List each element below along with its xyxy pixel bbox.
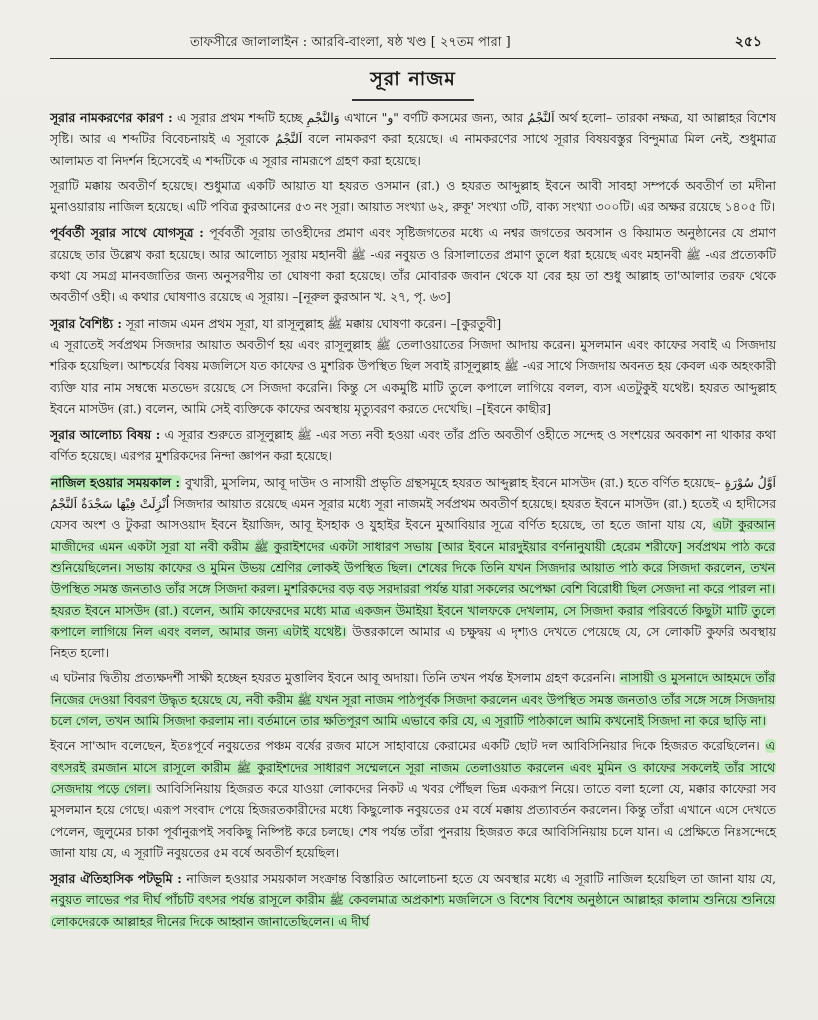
section-ibn-saad <box>50 736 776 864</box>
paragraph-text: সূরাটি মক্কায় অবতীর্ণ হয়েছে। শুধুমাত্র একটি আয়াত যা হযরত ওসমান (রা.) ও হযরত আব্দুল্লাহ ইবনে আবী সাবহা সম্পর্কে অবতীর্ণ তা মদীনা মুনাওয়ারায় নাজিল হয়েছে। এটি পবিত্র কুরআনের ৫৩ নং সূরা। আয়াত সংখ্যা ৬২, রুকূ' সংখ্যা ৩টি, বাক্য সংখ্যা ৩০০টি। এর অক্ষর রয়েছে ১৪০৫ টি। <box>50 178 776 215</box>
paragraph-text: আবিসিনিয়ায় হিজরত করে যাওয়া লোকদের নিকট এ খবর পৌঁছল ভিন্ন একরূপ নিয়ে। তাতে বলা হলো যে, মক্কার কাফেরা সব মুসলমান হয়ে গেছে। এরূপ সংবাদ পেয়ে হিজরতকারীদের মধ্যে কিছুলোক নবুয়তের ৫ম বর্ষে মক্কায় প্রত্যাবর্তন করলেন। কিন্তু তাঁরা এখানে এসে দেখতে পেলেন, জুলুমের চাকা পূর্বানুরূপই সবকিছু নিষ্পিষ্ট করে চলছে। শেষ পর্যন্ত তাঁরা পুনরায় হিজরত করে আবিসিনিয়ায় চলে যান। এ প্রেক্ষিতে নিঃসন্দেহে জানা যায় যে, এ সূরাটি নবুয়তের ৫ম বর্ষে অবতীর্ণ হয়েছিল। <box>50 781 776 860</box>
section-heading: সূরার আলোচ্য বিষয় : <box>50 427 161 443</box>
section-subject-matter <box>50 424 776 468</box>
section-heading: পূর্ববর্তী সূরার সাথে যোগসূত্র : <box>50 225 204 241</box>
paragraph <box>50 107 776 172</box>
paragraph-text: এ সূরার প্রথম শব্দটি হচ্ছে وَالنَّجْمِ এখানে "و" বর্ণটি কসমের জন্য, আর اَلنَّجْمُ অর্থ হলো– তারকা নক্ষত্র, যা আল্লাহর বিশেষ সৃষ্টি। আর এ শব্দটির বিবেচনায়ই এ সূরাকে اَلنَّجْمُ বলে নামকরণ করা হয়েছে। এ নামকরণের সাথে সূরার বিষয়বস্তুর বিন্দুমাত্র মিল নেই, শুধুমাত্র আলামত বা নিদর্শন হিসেবেই এ শব্দটিকে এ সূরার নামরূপে গ্রহণ করা হয়েছে। <box>50 111 776 168</box>
highlighted-text: নবুয়ত লাভের পর দীর্ঘ পাঁচটি বৎসর পর্যন্ত রাসূলে কারীম ﷺ কেবলমাত্র অপ্রকাশ্য মজলিসে ও বিশেষ বিশেষ অনুষ্ঠানে আল্লাহর কালাম শুনিয়ে শুনিয়ে লোকদেরকে আল্লাহর দীনের দিকে আহ্বান জানাতেছিলেন। এ দীর্ঘ <box>51 893 776 929</box>
section-heading: সূরার বৈশিষ্ট্য : <box>50 315 122 331</box>
paragraph <box>50 424 776 468</box>
paragraph <box>50 313 776 335</box>
highlighted-text: এ বৎসরই রমজান মাসে রাসূলে কারীম ﷺ কুরাইশদের সাধারণ সম্মেলনে সূরা নাজম তেলাওয়াত করলেন এবং মুমিন ও কাফের সকলেই তাঁর সাথে সেজদায় পড়ে গেল। <box>51 739 775 796</box>
section-second-witness <box>50 668 776 732</box>
section-connection-previous <box>50 222 776 308</box>
paragraph-text: নাজিল হওয়ার সময়কাল সংক্রান্ত বিস্তারিত আলোচনা হতে যে অবস্থার মধ্যে এ সূরাটি নাজিল হয়েছিল তা জানা যায় যে, <box>186 872 776 887</box>
section-heading: সূরার নামকরণের কারণ : <box>50 110 173 125</box>
section-revelation-info <box>50 176 776 219</box>
paragraph-text: এ ঘটনার দ্বিতীয় প্রত্যক্ষদর্শী সাক্ষী হচ্ছেন হযরত মুত্তালিব ইবনে আবূ অদায়া। তিনি তখন পর্যন্ত ইসলাম গ্রহণ করেননি। <box>50 671 620 686</box>
paragraph <box>50 668 776 732</box>
section-features <box>50 313 776 420</box>
paragraph-text: পূর্ববর্তী সূরায় তাওহীদের প্রমাণ এবং সৃষ্টিজগতের মধ্যে এ নশ্বর জগতের অবসান ও কিয়ামত অনুষ্ঠানের যে প্রমাণ রয়েছে তার উল্লেখ করা হয়েছে। আর আলোচ্য সূরায় মহানবী ﷺ -এর নবুয়ত ও রিসালাতের প্রমাণ তুলে ধরা হয়েছে এবং মহানবী ﷺ -এর প্রত্যেকটি কথা যে সমগ্র মানবজাতির জন্য অনুসরণীয় তা ঘোষণা করা হয়েছে। তাঁর মোবারক জবান থেকে যা বের হয় তা শুধু আল্লাহ তা'আলার তরফ থেকে অবতীর্ণ ওহী। এ কথার ঘোষণাও রয়েছে এ সূরায়। –[নূরুল কুরআন খ. ২৭, পৃ. ৬৩] <box>50 226 776 305</box>
paragraph <box>50 176 776 219</box>
running-header <box>50 30 776 59</box>
section-heading: নাজিল হওয়ার সময়কাল : <box>51 474 181 490</box>
running-title: তাফসীরে জালালাইন : আরবি-বাংলা, ষষ্ঠ খণ্ড [ ২৭তম পারা ] <box>190 35 511 50</box>
paragraph <box>50 335 776 420</box>
paragraph <box>50 868 776 933</box>
surah-title-wrap <box>50 65 776 101</box>
section-historical-background <box>50 868 776 933</box>
paragraph-text: এ সূরাতেই সর্বপ্রথম সিজদার আয়াত অবতীর্ণ হয় এবং রাসূলুল্লাহ ﷺ তেলাওয়াতের সিজদা আদায় করেন। মুসলমান এবং কাফের সবাই এ সিজদায় শরিক হয়েছিল। আশ্চর্যের বিষয় মজলিসে যত কাফের ও মুশরিক উপস্থিত ছিল সবাই রাসূলুল্লাহ ﷺ -এর সাথে সিজদায় অবনত হয় কেবল এক অহংকারী ব্যক্তি যার নাম সম্বন্ধে মতভেদ রয়েছে সে সিজদা করেনি। কিন্তু সে একমুষ্টি মাটি তুলে কপালে লাগিয়ে বলল, ব্যস এতটুকুই যথেষ্ট। হযরত আব্দুল্লাহ ইবনে মাসউদ (রা.) বলেন, আমি সেই ব্যক্তিকে কাফের অবস্থায় মৃত্যুবরণ করতে দেখেছি। –[ইবনে কাছীর] <box>50 337 776 416</box>
paragraph <box>50 736 776 864</box>
paragraph-text: বুখারী, মুসলিম, আবূ দাউদ ও নাসায়ী প্রভৃতি গ্রন্থসমূহে হযরত আব্দুল্লাহ ইবনে মাসউদ (রা.) হতে বর্ণিত হয়েছে– اَوَّلُ سُوْرَةٍ اُنْزِلَتْ فِيْهَا سَجْدَةٌ اَلنَّجْمُ সিজদার আয়াত রয়েছে এমন সূরার মধ্যে সূরা নাজমই সর্বপ্রথম অবতীর্ণ হয়েছে। হযরত ইবনে মাসউদ (রা.) হতেই এ হাদীসের যেসব অংশ ও টুকরা আসওয়াদ ইবনে ইয়াজিদ, আবূ ইসহাক ও যুহাইর ইবনে মুআবিয়ার সূত্রে বর্ণিত হয়েছে, তা হতে জানা যায় যে, <box>50 475 776 533</box>
page-number: ২৫১ <box>734 34 762 50</box>
highlighted-text: এটা কুরআন মাজীদের এমন একটা সূরা যা নবী করীম ﷺ কুরাইশদের একটা সাধারণ সভায় [আর ইবনে মারদুইয়ার বর্ণনানুযায়ী হেরেম শরীফে] সর্বপ্রথম পাঠ করে শুনিয়েছিলেন। সভায় কাফের ও মুমিন উভয় শ্রেণির লোকই উপস্থিত ছিল। শেষের দিকে তিনি যখন সিজদার আয়াত পাঠ করে সিজদা করলেন, তখন উপস্থিত সমস্ত জনতাও তাঁর সঙ্গে সিজদা করল। মুশরিকদের বড় বড় সরদাররা পর্যন্ত যারা সকলের অপেক্ষা বেশি বিরোধী ছিল সেজদা না করে পারল না। হযরত ইবনে মাসউদ (রা.) বলেন, আমি কাফেরদের মধ্যে মাত্র একজন উমাইয়া ইবনে খালফকে দেখলাম, সে সিজদা করার পরিবর্তে কিছুটা মাটি তুলে কপালে লাগিয়ে নিল এবং বলল, আমার জন্য এটাই যথেষ্ট। <box>51 518 775 639</box>
surah-title: সূরা নাজম <box>352 65 474 101</box>
highlighted-text: নাসায়ী ও মুসনাদে আহমদে তাঁর নিজের দেওয়া বিবরণ উদ্ধৃত হয়েছে যে, নবী করীম ﷺ যখন সূরা নাজম পাঠপূর্বক সিজদা করলেন এবং উপস্থিত সমস্ত জনতাও তাঁর সঙ্গে সঙ্গে সিজদায় চলে গেল, তখন আমি সিজদা করলাম না। বর্তমানে তার ক্ষতিপূরণ আমি এভাবে করি যে, এ সূরাটি পাঠকালে আমি কখনোই সিজদা না করে ছাড়ি না। <box>51 671 775 729</box>
paragraph <box>50 222 776 308</box>
paragraph-text: উত্তরকালে আমার এ চক্ষুদ্বয় এ দৃশ্যও দেখতে পেয়েছে যে, সে লোকটি কুফরি অবস্থায় নিহত হলো। <box>50 624 776 661</box>
paragraph <box>50 472 776 665</box>
paragraph-text: ইবনে সা'আদ বলেছেন, ইতঃপূর্বে নবুয়তের পঞ্চম বর্ষের রজব মাসে সাহাবায়ে কেরামের একটি ছোট দল আবিসিনিয়ার দিকে হিজরত করেছিলেন। <box>50 739 765 754</box>
paragraph-text: সূরা নাজম এমন প্রথম সূরা, যা রাসূলুল্লাহ ﷺ মক্কায় ঘোষণা করেন। –[কুরতুবী] <box>125 316 502 331</box>
section-heading: সূরার ঐতিহাসিক পটভূমি : <box>50 871 182 887</box>
paragraph-text: এ সূরার শুরুতে রাসূলুল্লাহ ﷺ -এর সত্য নবী হওয়া এবং তাঁর প্রতি অবতীর্ণ ওহীতে সন্দেহ ও সংশয়ের অবকাশ না থাকার কথা বর্ণিত হয়েছে। এরপর মুশরিকদের নিন্দা জ্ঞাপন করা হয়েছে। <box>50 428 776 464</box>
section-revelation-time <box>50 472 776 665</box>
section-naming-reason <box>50 107 776 172</box>
